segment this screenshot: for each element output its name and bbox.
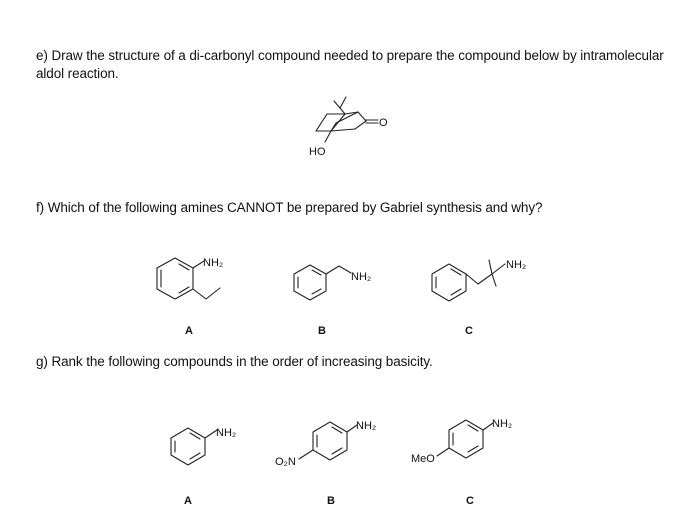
compound-c-nh2: NH₂ [492,418,513,430]
compound-c-meo: MeO [411,453,435,465]
compound-a-nh2: NH₂ [216,427,237,439]
compound-structure-c [411,418,512,507]
amine-b-letter: B [318,325,326,337]
amine-structure-c [432,259,526,337]
compound-c-letter: C [466,495,474,507]
question-e-line1: e) Draw the structure of a di-carbonyl compound needed to prepare the compound below by intramolecular [36,48,664,63]
compound-a-letter: A [184,495,192,507]
amine-c-nh2: NH₂ [506,259,527,271]
amine-b-nh2: NH₂ [351,271,372,283]
compound-b-letter: B [327,495,335,507]
amine-a-nh2: NH₂ [203,257,224,269]
question-g-text: g) Rank the following compounds in the order of increasing basicity. [36,354,433,369]
compound-structure-b [275,420,376,507]
question-f-text: f) Which of the following amines CANNOT be prepared by Gabriel synthesis and why? [36,200,543,215]
carbonyl-oxygen-label: O [379,117,388,129]
amine-a-letter: A [185,325,193,337]
amine-structure-b [294,265,371,337]
aldol-product-structure [309,97,388,158]
amine-structure-a [157,257,223,337]
amine-c-letter: C [465,325,473,337]
hydroxyl-label: HO [309,146,326,158]
compound-structure-a [171,427,236,507]
compound-b-no2: O₂N [275,456,296,468]
compound-b-nh2: NH₂ [356,420,377,432]
question-e-line2: aldol reaction. [36,66,119,81]
